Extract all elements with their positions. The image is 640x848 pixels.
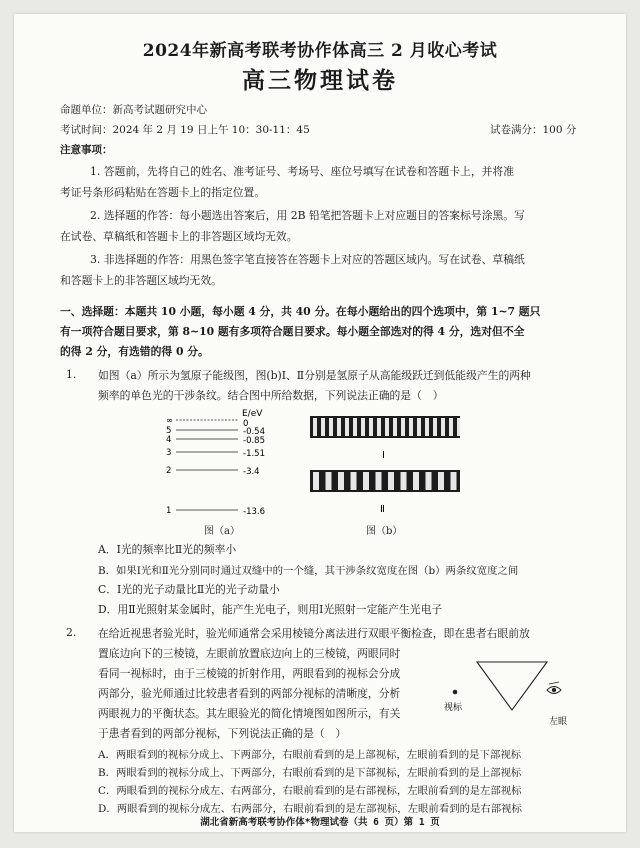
- fringe-stripe: [385, 418, 389, 436]
- q2-option-d: D．两眼看到的视标分成左、右两部分，右眼前看到的是左部视标，左眼前看到的是右部视标: [98, 803, 522, 815]
- target-dot: [453, 690, 458, 695]
- target-label: 视标: [444, 703, 463, 713]
- fringe-stripe: [441, 418, 445, 436]
- level-e-4: -0.85: [243, 436, 265, 446]
- fringe-stripe: [425, 418, 429, 436]
- fringe-stripe: [313, 472, 319, 490]
- q2-stem-line-6: 于患者看到的两部分视标，下列说法正确的是（ ）: [98, 727, 347, 740]
- level-e-1: -13.6: [243, 507, 265, 517]
- q1-number: 1.: [66, 368, 77, 381]
- fringe-stripe: [409, 418, 413, 436]
- fringe-stripe: [393, 418, 397, 436]
- fringe-stripe: [313, 418, 317, 436]
- eye-icon: [547, 682, 561, 694]
- fringe-stripe: [361, 418, 365, 436]
- q2-stem-line-4: 两部分，验光师通过比较患者看到的两部分视标的清晰度，分析: [98, 687, 401, 700]
- q2-stem-line-3: 看同一视标时，由于三棱镜的折射作用，两眼看到的视标会分成: [98, 667, 401, 680]
- fringe-stripe: [433, 418, 437, 436]
- level-e-inf: 0: [243, 419, 249, 429]
- fringe-stripe: [401, 472, 407, 490]
- prism-triangle: [477, 662, 547, 710]
- fringe-stripe: [417, 418, 421, 436]
- q1-option-b: B．如果Ⅰ光和Ⅱ光分别同时通过双缝中的一个缝，其干涉条纹宽度在图（b）两条纹宽度之间: [98, 565, 519, 577]
- q2-stem-line-5: 两眼视力的平衡状态。其左眼验光的简化情境图如图所示，有关: [98, 707, 401, 720]
- energy-unit-label: E/eV: [242, 409, 263, 419]
- org-line: 命题单位：新高考试题研究中心: [60, 104, 207, 116]
- notice-item-2-cont: 在试卷、草稿纸和答题卡上的非答题区域均无效。: [60, 230, 298, 243]
- q1-stem-line-1: 如图（a）所示为氢原子能级图，图(b)Ⅰ、Ⅱ分别是氢原子从高能级跃迁到低能级产生的两种: [98, 369, 531, 382]
- level-e-2: -3.4: [243, 467, 260, 477]
- fringe-stripe: [326, 472, 332, 490]
- fringe-band-II: [310, 470, 460, 492]
- fringe-stripe: [329, 418, 333, 436]
- fringe-stripe: [376, 472, 382, 490]
- caption-b: 图（b）: [366, 526, 403, 537]
- level-e-5: -0.54: [243, 427, 265, 437]
- notice-item-3: 3. 非选择题的作答：用黑色签字笔直接答在答题卡上对应的答题区域内。写在试卷、草稿纸: [90, 253, 525, 266]
- full-score: 试卷满分：100 分: [490, 124, 577, 136]
- level-n-1: 1: [166, 506, 172, 516]
- fringe-stripe: [449, 418, 453, 436]
- fringe-stripe: [321, 418, 325, 436]
- fringe-stripe: [451, 472, 457, 490]
- energy-level-diagram: [154, 406, 294, 526]
- fringe-stripe: [388, 472, 394, 490]
- notice-item-2: 2. 选择题的作答：每小题选出答案后，用 2B 铅笔把答题卡上对应题目的答案标号涂黑。写: [90, 209, 525, 222]
- fringe-stripe: [426, 472, 432, 490]
- fringe-stripe: [369, 418, 373, 436]
- fringe-stripe: [377, 418, 381, 436]
- fringe-label-II: Ⅱ: [380, 504, 385, 515]
- section-1-heading: 一、选择题：本题共 10 小题，每小题 4 分，共 40 分。在每小题给出的四个选项中，第 1~7 题只: [60, 305, 541, 318]
- q2-option-b: B．两眼看到的视标分成上、下两部分，右眼前看到的是下部视标，左眼前看到的是上部视标: [98, 767, 522, 779]
- fringe-stripe: [363, 472, 369, 490]
- page-footer: 湖北省新高考联考协作体*物理试卷（共 6 页）第 1 页: [200, 817, 440, 828]
- notice-item-1-cont: 考证号条形码粘贴在答题卡上的指定位置。: [60, 186, 266, 199]
- level-n-3: 3: [166, 448, 172, 458]
- section-1-rule-3: 的得 2 分，有选错的得 0 分。: [60, 345, 209, 358]
- fringe-stripe: [337, 418, 341, 436]
- level-e-3: -1.51: [243, 449, 265, 459]
- eye-label: 左眼: [549, 717, 568, 727]
- section-1-rule-2: 有一项符合题目要求，第 8~10 题有多项符合题目要求。每小题全部选对的得 4 分，选对但不全: [60, 325, 525, 338]
- q2-stem-line-1: 在给近视患者验光时，验光师通常会采用棱镜分离法进行双眼平衡检查，即在患者右眼前放: [98, 627, 530, 640]
- q2-number: 2.: [66, 626, 77, 639]
- fringe-stripe: [351, 472, 357, 490]
- fringe-stripe: [457, 418, 460, 436]
- notice-item-1: 1. 答题前，先将自己的姓名、准考证号、考场号、座位号填写在试卷和答题卡上，并将准: [90, 165, 515, 178]
- prism-figure: [439, 652, 589, 732]
- level-n-5: 5: [166, 426, 172, 436]
- q1-option-c: C．Ⅰ光的光子动量比Ⅱ光的光子动量小: [98, 583, 280, 596]
- fringe-stripe: [413, 472, 419, 490]
- level-n-2: 2: [166, 466, 172, 476]
- level-n-4: 4: [166, 435, 172, 445]
- interference-fringes: [310, 414, 460, 520]
- q2-option-c: C．两眼看到的视标分成左、右两部分，右眼前看到的是右部视标，左眼前看到的是左部视标: [98, 785, 522, 797]
- q2-option-a: A．两眼看到的视标分成上、下两部分，右眼前看到的是上部视标，左眼前看到的是下部视标: [98, 749, 522, 761]
- q1-option-d: D．用Ⅱ光照射某金属时，能产生光电子，则用Ⅰ光照射一定能产生光电子: [98, 603, 443, 616]
- level-n-inf: ∞: [166, 416, 174, 426]
- fringe-label-I: Ⅰ: [382, 450, 385, 461]
- fringe-stripe: [338, 472, 344, 490]
- exam-page: [14, 14, 626, 832]
- fringe-stripe: [401, 418, 405, 436]
- subject-title: 高三物理试卷: [242, 67, 398, 94]
- exam-title: 2024年新高考联考协作体高三 2 月收心考试: [142, 41, 498, 61]
- notice-heading: 注意事项：: [60, 144, 113, 156]
- fringe-stripe: [438, 472, 444, 490]
- q1-stem-line-2: 频率的单色光的干涉条纹。结合图中所给数据，下列说法正确的是（ ）: [98, 389, 444, 402]
- exam-time: 考试时间：2024 年 2 月 19 日上午 10：30-11：45: [60, 124, 310, 136]
- notice-item-3-cont: 和答题卡上的非答题区域均无效。: [60, 274, 222, 287]
- fringe-stripe: [345, 418, 349, 436]
- q1-option-a: A．Ⅰ光的频率比Ⅱ光的频率小: [98, 543, 237, 556]
- fringe-stripe: [353, 418, 357, 436]
- caption-a: 图（a）: [204, 526, 240, 537]
- q2-stem-line-2: 置底边向下的三棱镜，左眼前放置底边向上的三棱镜，两眼同时: [98, 647, 401, 660]
